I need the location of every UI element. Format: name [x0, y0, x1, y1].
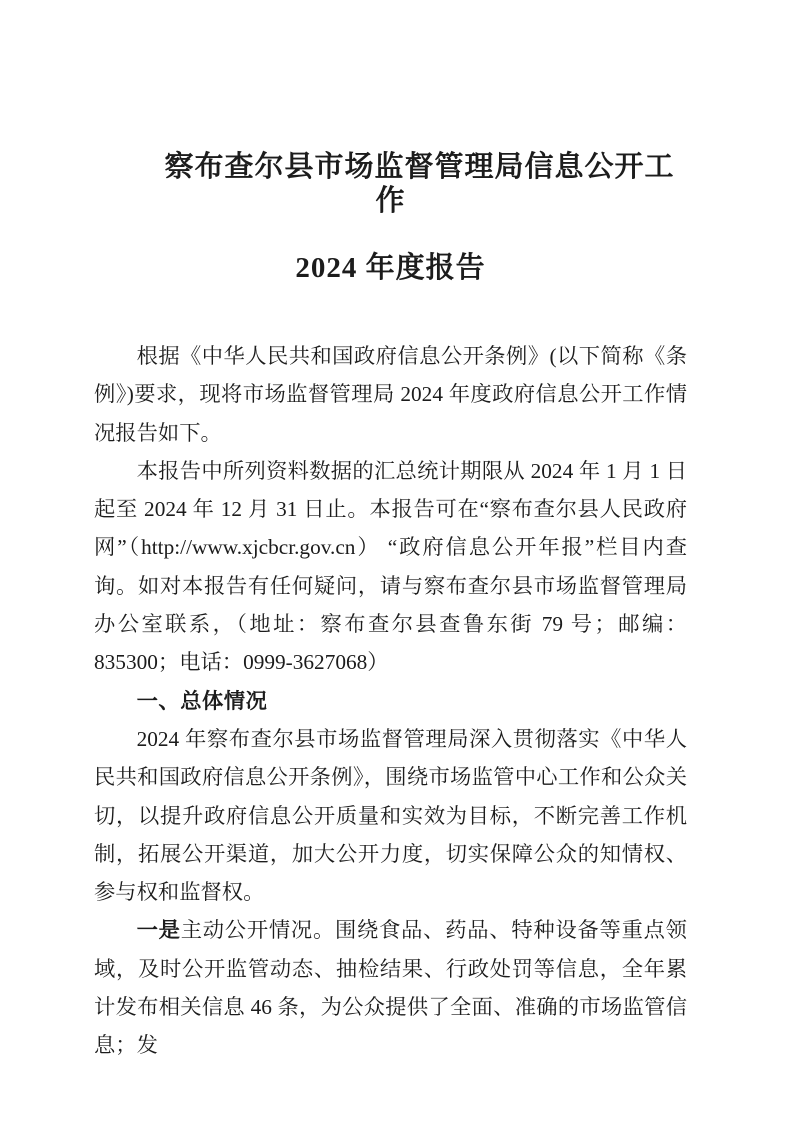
- proactive-disclosure-lead: 一是: [136, 918, 181, 943]
- paragraph-report-info: 本报告中所列资料数据的汇总统计期限从 2024 年 1 月 1 日起至 2024 年 12 月 31 日止。本报告可在“察布查尔县人民政府网”（http://www.xjcbcr.gov.cn） “政府信息公开年报”栏目内查询。如对本报告有任何疑问，请与察布查尔县市场监督管理局办公室联系，（地址：察布查尔县查鲁东街 79 号；邮编：835300；电话：0999-3627068）: [94, 458, 687, 675]
- document-title-line1: 察布查尔县市场监督管理局信息公开工作: [164, 151, 675, 217]
- section-heading-overview: 一、总体情况: [136, 688, 268, 713]
- proactive-disclosure-text: 主动公开情况。围绕食品、药品、特种设备等重点领域，及时公开监管动态、抽检结果、行政处罚等信息，全年累计发布相关信息 46 条，为公众提供了全面、准确的市场监管信息；发: [94, 918, 687, 1058]
- document-title-line2: 2024 年度报告: [295, 252, 486, 284]
- document-content: [94, 0, 687, 1065]
- document-body: [94, 337, 687, 1065]
- paragraph-overview: 2024 年察布查尔县市场监督管理局深入贯彻落实《中华人民共和国政府信息公开条例》，围绕市场监管中心工作和公众关切，以提升政府信息公开质量和实效为目标，不断完善工作机制，拓展公开渠道，加大公开力度，切实保障公众的知情权、参与权和监督权。: [94, 726, 687, 905]
- paragraph-intro: 根据《中华人民共和国政府信息公开条例》(以下简称《条例》)要求，现将市场监督管理局 2024 年度政府信息公开工作情况报告如下。: [94, 344, 687, 445]
- paragraph-proactive-disclosure: [94, 911, 687, 1064]
